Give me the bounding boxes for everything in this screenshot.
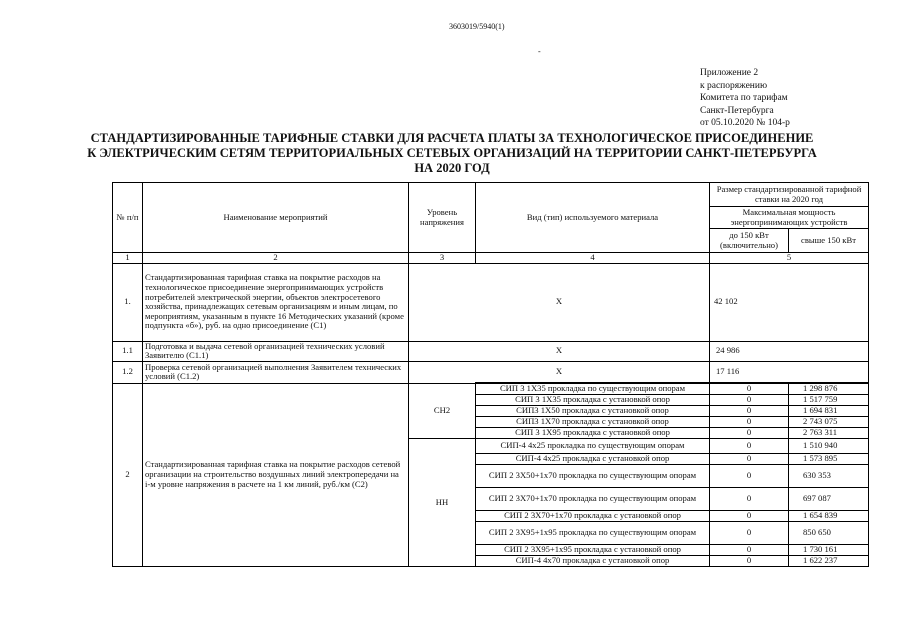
row-1-num: 1. bbox=[113, 263, 143, 341]
value-over-150: 2 743 075 bbox=[789, 416, 869, 427]
material-cell: СИП-4 4х25 прокладка по существующим опорам bbox=[476, 438, 710, 453]
material-cell: СИП 3 1Х35 прокладка с установкой опор bbox=[476, 394, 710, 405]
header-upto-150: до 150 кВт (включительно) bbox=[710, 229, 789, 253]
row-1-2-value: 17 116 bbox=[710, 361, 869, 383]
appendix-line: от 05.10.2020 № 104-р bbox=[700, 118, 790, 129]
value-over-150: 850 650 bbox=[789, 521, 869, 544]
tariff-table bbox=[112, 182, 869, 567]
value-upto-150: 0 bbox=[710, 383, 789, 394]
value-upto-150: 0 bbox=[710, 453, 789, 464]
value-over-150: 2 763 311 bbox=[789, 427, 869, 438]
material-cell: СИП 2 3Х95+1х95 прокладка с установкой опор bbox=[476, 544, 710, 555]
value-over-150: 1 694 831 bbox=[789, 405, 869, 416]
voltage-nn: НН bbox=[409, 438, 476, 566]
appendix-block bbox=[700, 67, 790, 130]
value-upto-150: 0 bbox=[710, 555, 789, 566]
value-over-150: 1 510 940 bbox=[789, 438, 869, 453]
value-upto-150: 0 bbox=[710, 544, 789, 555]
row-1-value: 42 102 bbox=[710, 263, 869, 341]
value-over-150: 1 622 237 bbox=[789, 555, 869, 566]
value-over-150: 630 353 bbox=[789, 464, 869, 487]
header-num: № п/п bbox=[113, 183, 143, 253]
col-number: 2 bbox=[143, 253, 409, 264]
row-1-2-name: Проверка сетевой организацией выполнения Заявителем технических условий (С1.2) bbox=[143, 361, 409, 383]
value-upto-150: 0 bbox=[710, 394, 789, 405]
row-1-name: Стандартизированная тарифная ставка на покрытие расходов на технологическое присоединение энергопринимающих устройств потребителей электрической энергии, объектов электросетевого хозяйства, принадлежащих сетевым организациям и иным лицам, по мероприятиям, указанным в пункте 16 Методических указаний (кроме подпункта «б»), руб. на одно присоединение (С1) bbox=[143, 263, 409, 341]
value-over-150: 697 087 bbox=[789, 487, 869, 510]
value-upto-150: 0 bbox=[710, 510, 789, 521]
header-material: Вид (тип) используемого материала bbox=[476, 183, 710, 253]
material-cell: СИП 3 1Х35 прокладка по существующим опорам bbox=[476, 383, 710, 394]
row-1-2-material: Х bbox=[409, 361, 710, 383]
row-1-1-name: Подготовка и выдача сетевой организацией технических условий Заявителю (С1.1) bbox=[143, 341, 409, 361]
value-upto-150: 0 bbox=[710, 416, 789, 427]
value-upto-150: 0 bbox=[710, 521, 789, 544]
material-cell: СИП 2 3Х70+1х70 прокладка по существующим опорам bbox=[476, 487, 710, 510]
value-upto-150: 0 bbox=[710, 464, 789, 487]
value-upto-150: 0 bbox=[710, 487, 789, 510]
value-over-150: 1 573 895 bbox=[789, 453, 869, 464]
header-over-150: свыше 150 кВт bbox=[789, 229, 869, 253]
row-1-material: Х bbox=[409, 263, 710, 341]
value-over-150: 1 298 876 bbox=[789, 383, 869, 394]
voltage-sn2: СН2 bbox=[409, 383, 476, 438]
appendix-line: Комитета по тарифам bbox=[700, 93, 788, 104]
value-upto-150: 0 bbox=[710, 438, 789, 453]
material-cell: СИП-4 4х25 прокладка с установкой опор bbox=[476, 453, 710, 464]
header-rate-size: Размер стандартизированной тарифной ставки на 2020 год bbox=[710, 183, 869, 207]
header-name: Наименование мероприятий bbox=[143, 183, 409, 253]
appendix-line: Приложение 2 bbox=[700, 68, 759, 78]
header-voltage: Уровень напряжения bbox=[409, 183, 476, 253]
material-cell: СИП 3 1Х95 прокладка с установкой опор bbox=[476, 427, 710, 438]
appendix-line: к распоряжению bbox=[700, 80, 768, 91]
row-1-1-num: 1.1 bbox=[113, 341, 143, 361]
value-over-150: 1 730 161 bbox=[789, 544, 869, 555]
material-cell: СИП-4 4х70 прокладка с установкой опор bbox=[476, 555, 710, 566]
title-line: К ЭЛЕКТРИЧЕСКИМ СЕТЯМ ТЕРРИТОРИАЛЬНЫХ СЕТЕВЫХ ОРГАНИЗАЦИЙ НА ТЕРРИТОРИИ САНКТ-ПЕТЕРБУРГА bbox=[87, 146, 817, 160]
appendix-line: Санкт-Петербурга bbox=[700, 105, 774, 116]
value-over-150: 1 517 759 bbox=[789, 394, 869, 405]
row-1-2-num: 1.2 bbox=[113, 361, 143, 383]
row-2-name: Стандартизированная тарифная ставка на покрытие расходов сетевой организации на строительство воздушных линий электропередачи на i-м уровне напряжения в расчете на 1 км линий, руб./км (С2) bbox=[143, 383, 409, 566]
dash-mark: - bbox=[538, 47, 541, 56]
row-1-1-material: Х bbox=[409, 341, 710, 361]
col-number: 1 bbox=[113, 253, 143, 264]
material-cell: СИП 2 3Х95+1х95 прокладка по существующим опорам bbox=[476, 521, 710, 544]
document-number: 3603019/5940(1) bbox=[449, 22, 505, 31]
material-cell: СИП3 1Х70 прокладка с установкой опор bbox=[476, 416, 710, 427]
value-upto-150: 0 bbox=[710, 427, 789, 438]
material-cell: СИП 2 3Х70+1х70 прокладка с установкой опор bbox=[476, 510, 710, 521]
col-number: 5 bbox=[710, 253, 869, 264]
col-number: 3 bbox=[409, 253, 476, 264]
value-upto-150: 0 bbox=[710, 405, 789, 416]
col-number: 4 bbox=[476, 253, 710, 264]
row-2-num: 2 bbox=[113, 383, 143, 566]
title-line: НА 2020 ГОД bbox=[414, 161, 490, 175]
row-1-1-value: 24 986 bbox=[710, 341, 869, 361]
document-title bbox=[85, 131, 819, 176]
header-max-power: Максимальная мощность энергопринимающих устройств bbox=[710, 207, 869, 229]
material-cell: СИП 2 3Х50+1х70 прокладка по существующим опорам bbox=[476, 464, 710, 487]
material-cell: СИП3 1Х50 прокладка с установкой опор bbox=[476, 405, 710, 416]
value-over-150: 1 654 839 bbox=[789, 510, 869, 521]
title-line: СТАНДАРТИЗИРОВАННЫЕ ТАРИФНЫЕ СТАВКИ ДЛЯ РАСЧЕТА ПЛАТЫ ЗА ТЕХНОЛОГИЧЕСКОЕ ПРИСОЕДИНЕНИЕ bbox=[90, 131, 814, 145]
